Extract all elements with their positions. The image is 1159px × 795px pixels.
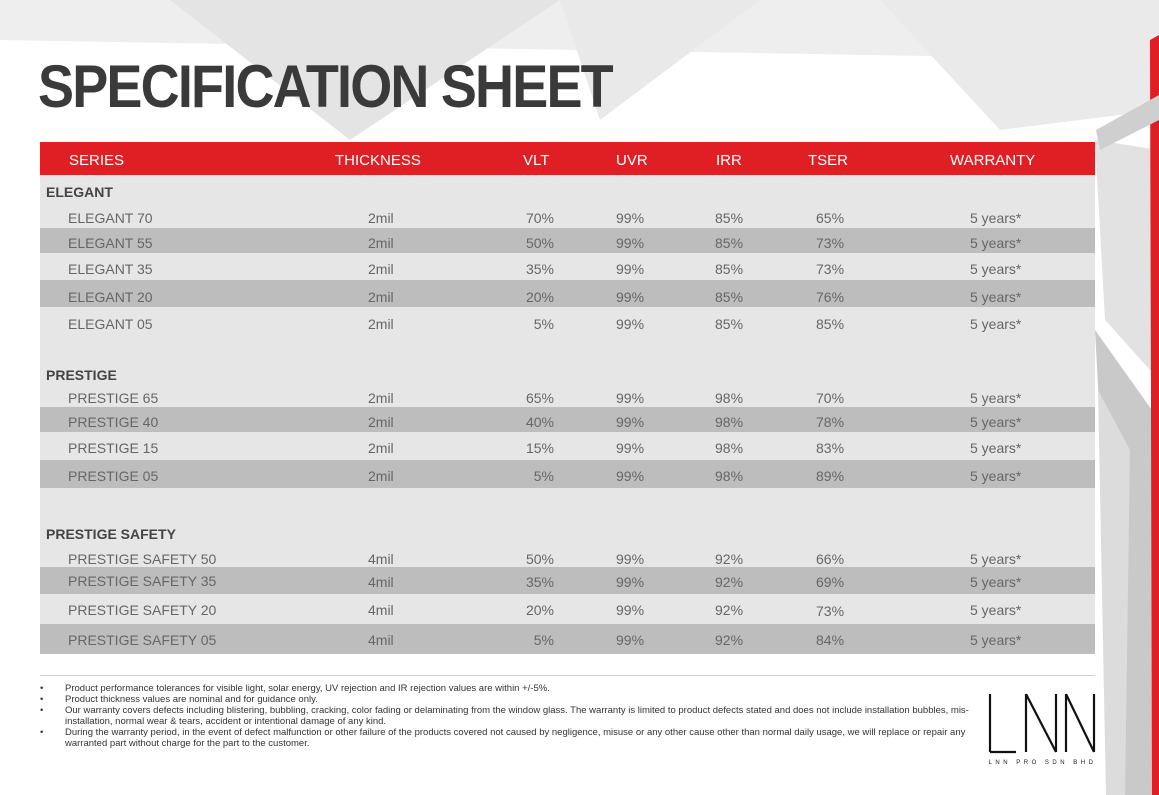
cell-vlt: 5% [533, 632, 554, 648]
cell-irr: 92% [715, 574, 744, 590]
cell-irr: 85% [715, 261, 744, 277]
cell-tser: 83% [816, 440, 845, 456]
footnote-warranty-repair [40, 727, 985, 749]
cell-irr: 98% [715, 440, 744, 456]
cell-irr: 92% [715, 632, 744, 648]
cell-warranty: 5 years* [970, 390, 1022, 406]
table-row [40, 594, 1095, 624]
table-header [40, 142, 1095, 175]
cell-vlt: 35% [525, 574, 554, 590]
cell-vlt: 15% [525, 440, 554, 456]
cell-warranty: 5 years* [970, 235, 1022, 251]
cell-series: PRESTIGE 65 [68, 390, 159, 406]
group-label-prestige-safety: PRESTIGE SAFETY [46, 526, 176, 542]
table-row [40, 228, 1095, 253]
cell-thickness: 4mil [368, 632, 394, 648]
cell-series: ELEGANT 35 [68, 261, 153, 277]
table-row [40, 460, 1095, 488]
header-uvr: UVR [616, 152, 648, 169]
cell-irr: 85% [715, 289, 744, 305]
table-row [40, 432, 1095, 460]
cell-series: ELEGANT 05 [68, 316, 153, 332]
cell-uvr: 99% [616, 468, 645, 484]
cell-thickness: 2mil [368, 468, 394, 484]
lnn-logo [982, 690, 1102, 770]
table-row [40, 567, 1095, 594]
cell-thickness: 2mil [368, 414, 394, 430]
cell-tser: 89% [816, 468, 845, 484]
cell-warranty: 5 years* [970, 632, 1022, 648]
cell-tser: 84% [816, 632, 845, 648]
cell-vlt: 50% [525, 235, 554, 251]
cell-thickness: 2mil [368, 316, 394, 332]
cell-irr: 92% [715, 551, 744, 567]
cell-thickness: 2mil [368, 235, 394, 251]
cell-series: PRESTIGE 15 [68, 440, 159, 456]
cell-uvr: 99% [616, 414, 645, 430]
cell-thickness: 2mil [368, 261, 394, 277]
cell-vlt: 5% [533, 316, 554, 332]
cell-irr: 92% [715, 602, 744, 618]
cell-uvr: 99% [616, 632, 645, 648]
cell-thickness: 4mil [368, 602, 394, 618]
page-title: SPECIFICATION SHEET [38, 53, 612, 120]
cell-irr: 85% [715, 210, 744, 226]
company-name: LNN PRO SDN BHD [988, 760, 1097, 766]
footnote-text: Product thickness values are nominal and for guidance only. [65, 694, 318, 705]
cell-series: ELEGANT 20 [68, 289, 153, 305]
header-vlt: VLT [523, 152, 550, 169]
footnote-text: Product performance tolerances for visible light, solar energy, UV rejection and IR rejection values are within +/-5%. [65, 683, 550, 694]
cell-irr: 98% [715, 468, 744, 484]
cell-uvr: 99% [616, 210, 645, 226]
header-series: SERIES [69, 152, 125, 169]
cell-warranty: 5 years* [970, 210, 1022, 226]
cell-vlt: 50% [525, 551, 554, 567]
cell-warranty: 5 years* [970, 574, 1022, 590]
cell-warranty: 5 years* [970, 468, 1022, 484]
cell-series: PRESTIGE SAFETY 35 [68, 573, 217, 589]
cell-irr: 85% [715, 235, 744, 251]
cell-vlt: 40% [525, 414, 554, 430]
cell-thickness: 2mil [368, 210, 394, 226]
cell-thickness: 2mil [368, 440, 394, 456]
cell-irr: 98% [715, 390, 744, 406]
cell-tser: 73% [816, 235, 845, 251]
bullet: • [40, 705, 44, 716]
header-irr: IRR [716, 152, 742, 169]
table-row [40, 253, 1095, 280]
bullet: • [40, 683, 44, 694]
cell-tser: 73% [816, 603, 845, 619]
table-row [40, 204, 1095, 230]
cell-warranty: 5 years* [970, 551, 1022, 567]
footnote-text: Our warranty covers defects including blistering, bubbling, cracking, color fading or delaminating from the window glass. The warranty is limited to product defects stated and does not include installation bubbles, mis-installation, normal wear & tears, accident or intentional damage of any kind. [65, 705, 969, 727]
cell-tser: 65% [816, 210, 845, 226]
footer-divider [40, 675, 1095, 676]
cell-warranty: 5 years* [970, 602, 1022, 618]
cell-warranty: 5 years* [970, 316, 1022, 332]
cell-uvr: 99% [616, 574, 645, 590]
cell-thickness: 4mil [368, 574, 394, 590]
footnote-warranty-coverage [40, 705, 985, 727]
cell-uvr: 99% [616, 261, 645, 277]
group-label-prestige: PRESTIGE [46, 367, 117, 383]
bullet: • [40, 694, 44, 705]
bullet: • [40, 727, 44, 738]
cell-tser: 69% [816, 574, 845, 590]
cell-uvr: 99% [616, 235, 645, 251]
cell-vlt: 20% [525, 602, 554, 618]
footnote-tolerances [40, 683, 985, 694]
cell-series: PRESTIGE SAFETY 20 [68, 602, 217, 618]
table-row [40, 624, 1095, 654]
footnotes-list [40, 683, 985, 749]
cell-uvr: 99% [616, 602, 645, 618]
cell-vlt: 20% [525, 289, 554, 305]
cell-thickness: 2mil [368, 289, 394, 305]
cell-warranty: 5 years* [970, 289, 1022, 305]
cell-irr: 98% [715, 414, 744, 430]
table-row [40, 545, 1095, 567]
cell-uvr: 99% [616, 289, 645, 305]
table-row [40, 384, 1095, 407]
group-label-elegant: ELEGANT [46, 184, 113, 200]
cell-vlt: 70% [525, 210, 554, 226]
cell-uvr: 99% [616, 316, 645, 332]
cell-tser: 70% [816, 390, 845, 406]
cell-vlt: 5% [533, 468, 554, 484]
cell-tser: 66% [816, 551, 845, 567]
cell-uvr: 99% [616, 551, 645, 567]
header-thickness: THICKNESS [335, 152, 421, 169]
cell-series: ELEGANT 70 [68, 210, 153, 226]
header-warranty: WARRANTY [950, 152, 1036, 169]
cell-uvr: 99% [616, 390, 645, 406]
header-tser: TSER [808, 152, 849, 169]
cell-series: PRESTIGE SAFETY 05 [68, 632, 217, 648]
table-row [40, 407, 1095, 432]
cell-tser: 76% [816, 289, 845, 305]
cell-tser: 78% [816, 414, 845, 430]
cell-thickness: 4mil [368, 551, 394, 567]
cell-uvr: 99% [616, 440, 645, 456]
cell-irr: 85% [715, 316, 744, 332]
cell-thickness: 2mil [368, 390, 394, 406]
table-row [40, 307, 1095, 337]
cell-series: ELEGANT 55 [68, 235, 153, 251]
cell-tser: 73% [816, 261, 845, 277]
footnote-text: During the warranty period, in the event of defect malfunction or other failure of the products covered not caused by negligence, misuse or any other cause other than normal daily usage, we will replace or repair any warranted part without charge for the part to the customer. [65, 727, 966, 749]
cell-series: PRESTIGE 05 [68, 468, 159, 484]
table-row [40, 280, 1095, 307]
cell-tser: 85% [816, 316, 845, 332]
cell-series: PRESTIGE SAFETY 50 [68, 551, 217, 567]
cell-vlt: 65% [525, 390, 554, 406]
cell-vlt: 35% [525, 261, 554, 277]
cell-warranty: 5 years* [970, 440, 1022, 456]
cell-warranty: 5 years* [970, 414, 1022, 430]
specification-table [40, 142, 1095, 654]
cell-warranty: 5 years* [970, 261, 1022, 277]
footnote-thickness [40, 694, 985, 705]
cell-series: PRESTIGE 40 [68, 414, 159, 430]
